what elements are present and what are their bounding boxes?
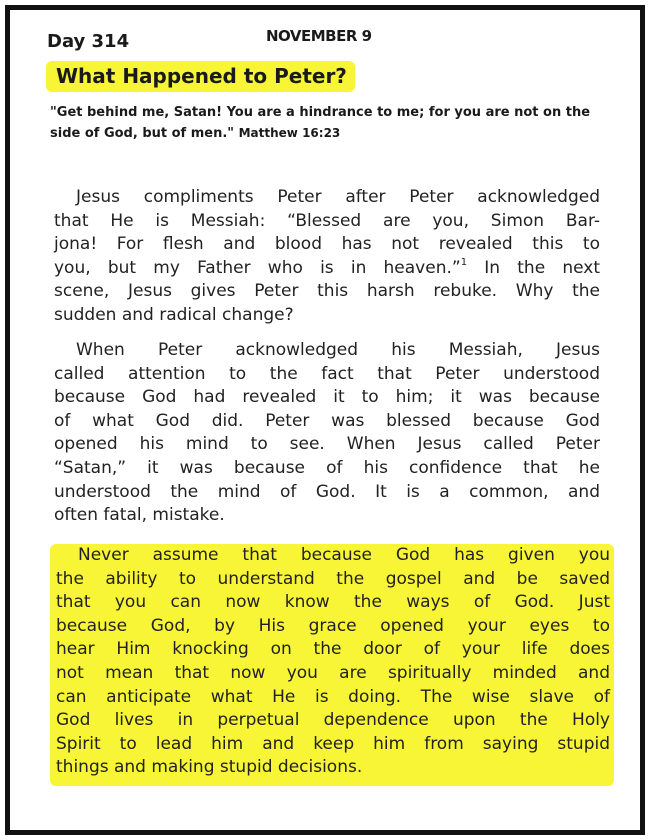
- day-label: Day 314: [47, 31, 130, 52]
- paragraph-line: When Peter acknowledged his Messiah, Jesus: [76, 340, 600, 360]
- paragraph-line: opened his mind to see. When Jesus called Peter: [54, 434, 600, 455]
- paragraph-line: Jesus compliments Peter after Peter acknowledged: [76, 187, 600, 207]
- paragraph-line-part: In the next: [484, 257, 601, 278]
- paragraph-line: because God had revealed it to him; it was because: [54, 387, 600, 408]
- paragraph-line-part: you, but my Father who is in heaven.”: [54, 257, 461, 278]
- paragraph-line: God lives in perpetual dependence upon the Holy: [56, 710, 610, 731]
- paragraph-line: Spirit to lead him and keep him from saying stupid: [56, 733, 610, 754]
- paragraph-line: because God, by His grace opened your eyes to: [56, 615, 610, 636]
- paragraph-line: Never assume that because God has given you: [78, 545, 610, 565]
- paragraph-line: understood the mind of God. It is a common, and: [54, 481, 600, 502]
- paragraph-line: called attention to the fact that Peter understood: [54, 363, 600, 384]
- page-title: What Happened to Peter?: [46, 61, 355, 92]
- scripture-verse: [50, 103, 610, 144]
- paragraph-line: jona! For flesh and blood has not revealed this to: [54, 234, 600, 255]
- date-label: NOVEMBER 9: [266, 27, 372, 45]
- paragraph-line: often fatal, mistake.: [54, 505, 225, 526]
- paragraph-line: things and making stupid decisions.: [56, 757, 363, 778]
- paragraph-line: that He is Messiah: “Blessed are you, Simon Bar-: [54, 210, 600, 231]
- paragraph-line: can anticipate what He is doing. The wise slave of: [56, 686, 610, 707]
- paragraph-line: that you can now know the ways of God. Just: [56, 592, 610, 613]
- footnote-marker: 1: [460, 256, 468, 268]
- paragraph-line: sudden and radical change?: [54, 304, 294, 325]
- paragraph-line: hear Him knocking on the door of your life does: [56, 639, 610, 660]
- paragraph-line-with-footnote: [54, 257, 600, 281]
- paragraph-line: “Satan,” it was because of his confidence that he: [54, 457, 600, 478]
- verse-reference: Matthew 16:23: [238, 126, 341, 140]
- paragraph-2: [54, 339, 600, 528]
- verse-text: "Get behind me, Satan! You are a hindrance to me; for you are not on the side of God, but of men.": [50, 105, 591, 141]
- paragraph-1: [54, 186, 600, 328]
- paragraph-line: scene, Jesus gives Peter this harsh rebuke. Why the: [54, 281, 600, 302]
- paragraph-line: the ability to understand the gospel and be saved: [56, 568, 610, 589]
- paragraph-line: not mean that now you are spiritually minded and: [56, 662, 610, 683]
- paragraph-line: of what God did. Peter was blessed because God: [54, 410, 600, 431]
- highlighted-paragraph: [50, 544, 614, 786]
